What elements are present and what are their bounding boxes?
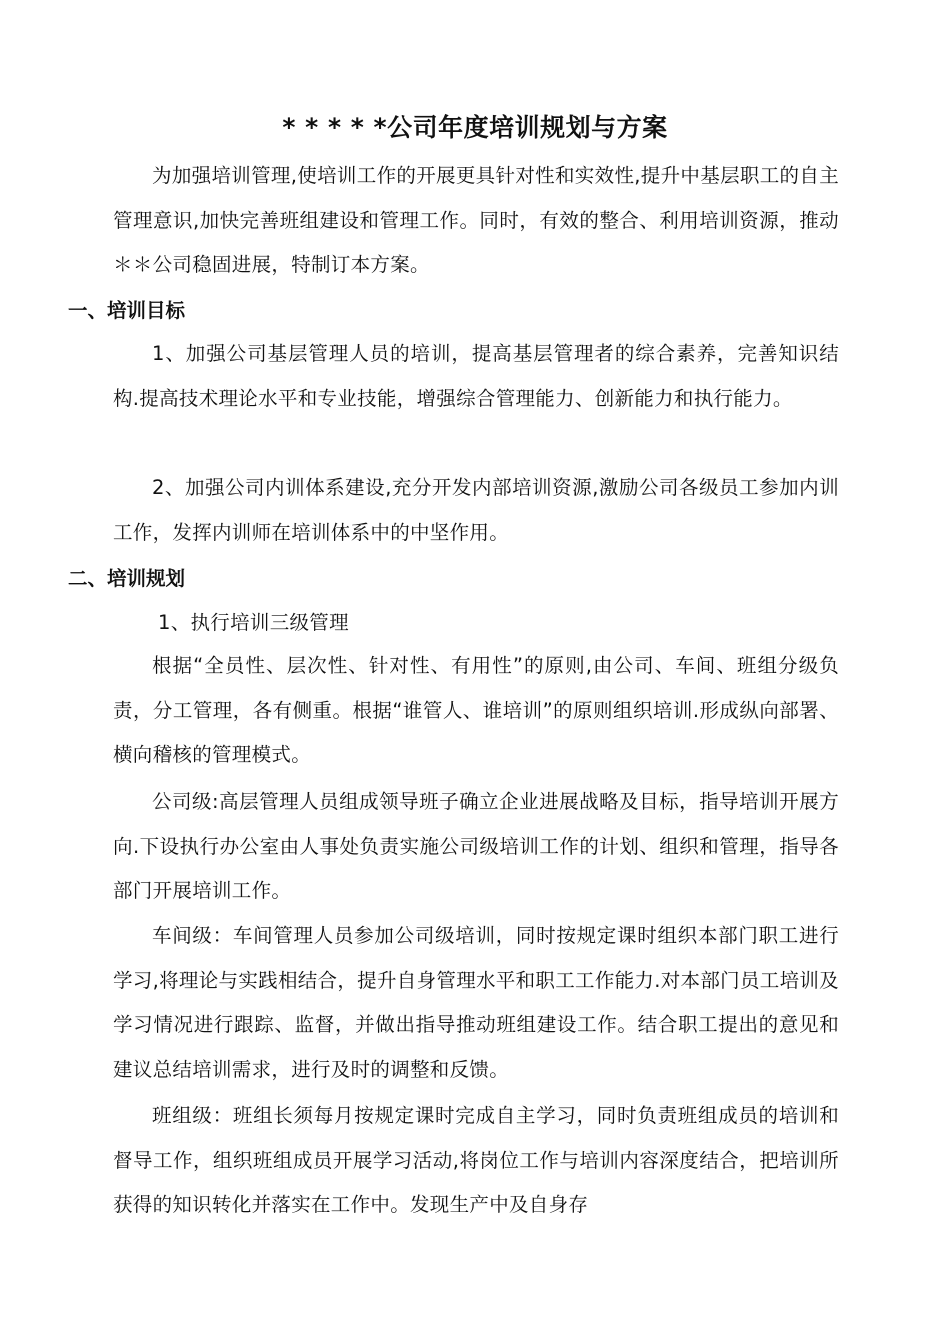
plan-paragraph-workshop-level: 车间级：车间管理人员参加公司级培训，同时按规定课时组织本部门职工进行学习,将理论与实践相结合，提升自身管理水平和职工工作能力.对本部门员工培训及学习情况进行跟踪、监督，并做出指导推动班组建设工作。结合职工提出的意见和建议总结培训需求，进行及时的调整和反馈。 [113,924,839,1081]
section-heading-goals: 一、培训目标 [68,299,186,322]
document-title: * * * * *公司年度培训规划与方案 [282,113,668,142]
section-heading-plan: 二、培训规划 [68,567,186,590]
plan-paragraph-team-level: 班组级：班组长须每月按规定课时完成自主学习，同时负责班组成员的培训和督导工作，组织班组成员开展学习活动,将岗位工作与培训内容深度结合，把培训所获得的知识转化并落实在工作中。发现生产中及自身存 [113,1104,839,1216]
plan-paragraph-principles: 根据“全员性、层次性、针对性、有用性”的原则,由公司、车间、班组分级负责，分工管理，各有侧重。根据“谁管人、谁培训”的原则组织培训.形成纵向部署、横向稽核的管理模式。 [113,654,839,766]
intro-paragraph: 为加强培训管理,使培训工作的开展更具针对性和实效性,提升中基层职工的自主管理意识,加快完善班组建设和管理工作。同时，有效的整合、利用培训资源，推动＊＊公司稳固进展，特制订本方案。 [113,164,839,276]
plan-subheading: 1、执行培训三级管理 [158,611,349,634]
goal-item-1: 1、加强公司基层管理人员的培训，提高基层管理者的综合素养，完善知识结构.提高技术理论水平和专业技能，增强综合管理能力、创新能力和执行能力。 [113,342,839,410]
goal-item-2: 2、加强公司内训体系建设,充分开发内部培训资源,激励公司各级员工参加内训工作，发挥内训师在培训体系中的中坚作用。 [113,476,839,544]
plan-paragraph-company-level: 公司级:高层管理人员组成领导班子确立企业进展战略及目标，指导培训开展方向.下设执行办公室由人事处负责实施公司级培训工作的计划、组织和管理，指导各部门开展培训工作。 [113,790,839,902]
